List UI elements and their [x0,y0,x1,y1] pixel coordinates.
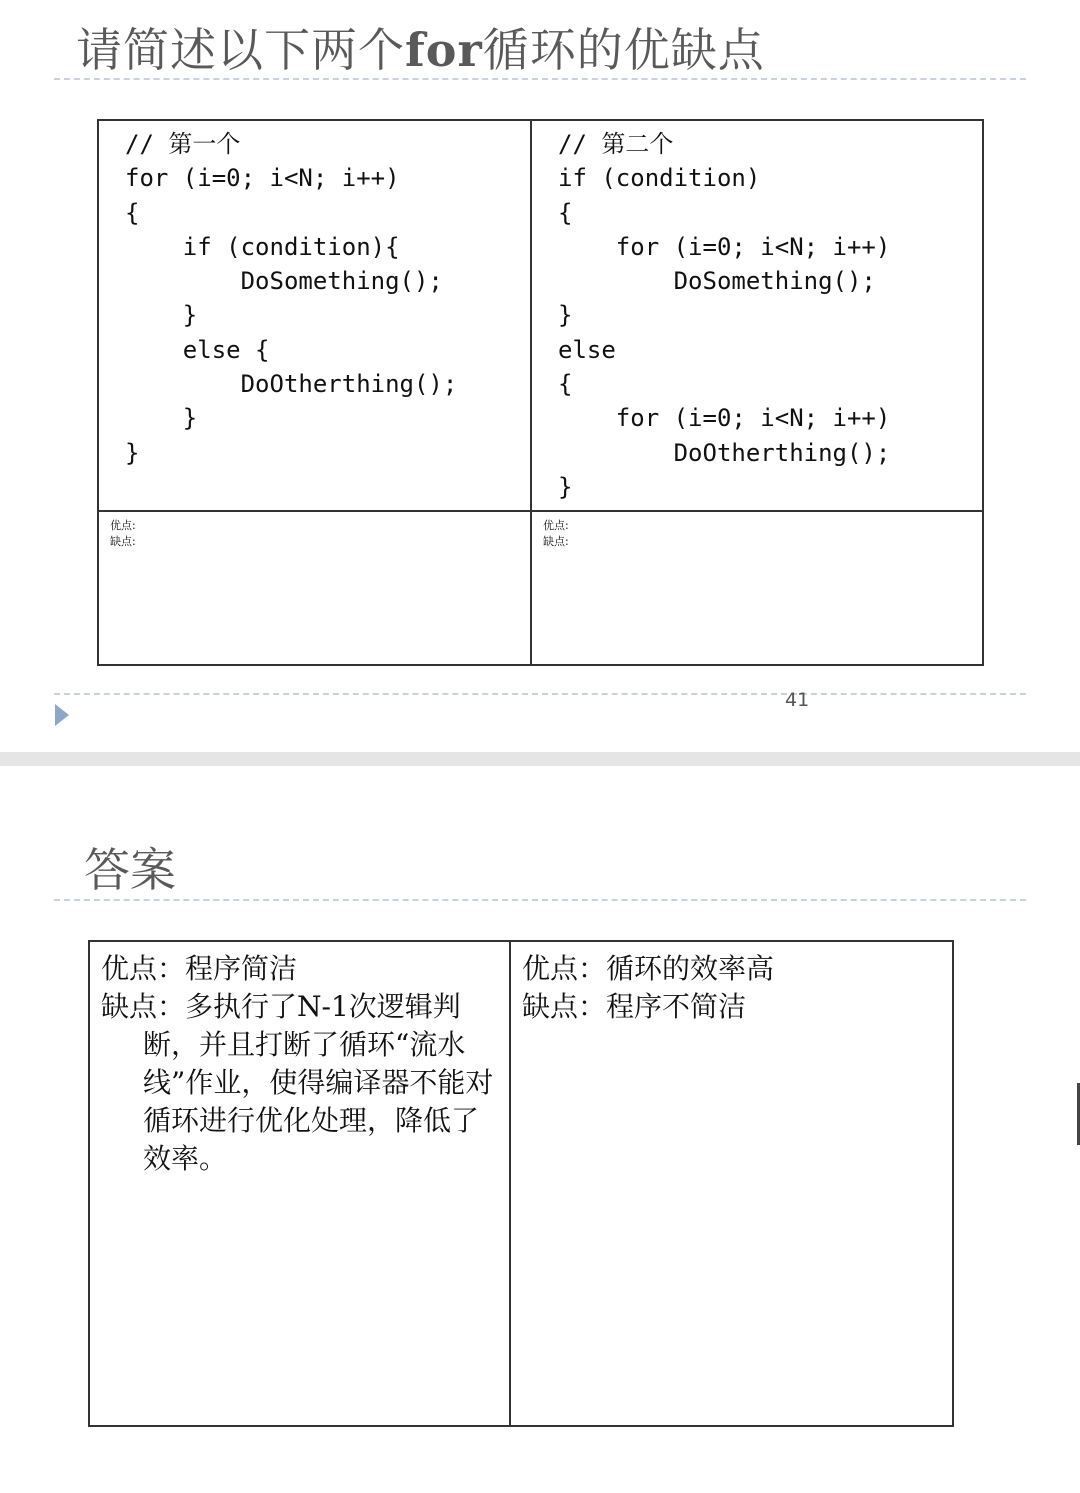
code-second-loop: // 第二个 if (condition) { for (i=0; i<N; i++) DoSomething(); } else { for (i=0; i<N; i++) DoOtherthing(); } [558,130,891,501]
title-divider [54,899,1026,901]
pros-label: 优点: [110,519,136,533]
answer-slide [0,766,1080,1493]
first-pros: 优点：程序简洁 [101,952,298,985]
page-number: 41 [785,689,810,711]
slide-separator [0,752,1080,766]
answer-cell-second [531,511,983,665]
answer-first-loop [89,941,510,1426]
answer-table [88,940,954,1427]
code-first-loop: // 第一个 for (i=0; i<N; i++) { if (condition){ DoSomething(); } else { DoOtherthing(); } } [125,130,458,467]
question-table [97,119,984,666]
cons-label: 缺点: [543,535,569,549]
cons-label: 缺点: [110,535,136,549]
title-divider [54,78,1026,80]
answer-title: 答案 [84,843,176,897]
first-cons: 缺点：多执行了N-1次逻辑判断，并且打断了循环“流水线”作业，使得编译器不能对循环进行优化处理，降低了效率。 [101,990,494,1175]
footer-divider [54,693,1026,695]
question-title [76,14,765,80]
answer-second-loop [510,941,953,1426]
title-keyword: for [405,23,483,77]
second-cons: 缺点：程序不简洁 [522,990,747,1023]
title-suffix: 循环的优缺点 [482,23,765,77]
code-cell-first [98,120,531,511]
code-cell-second [531,120,983,511]
title-prefix: 请简述以下两个 [76,23,405,77]
answer-cell-first [98,511,531,665]
pros-label: 优点: [543,519,569,533]
second-pros: 优点：循环的效率高 [522,952,775,985]
triangle-bullet-icon [55,704,69,726]
